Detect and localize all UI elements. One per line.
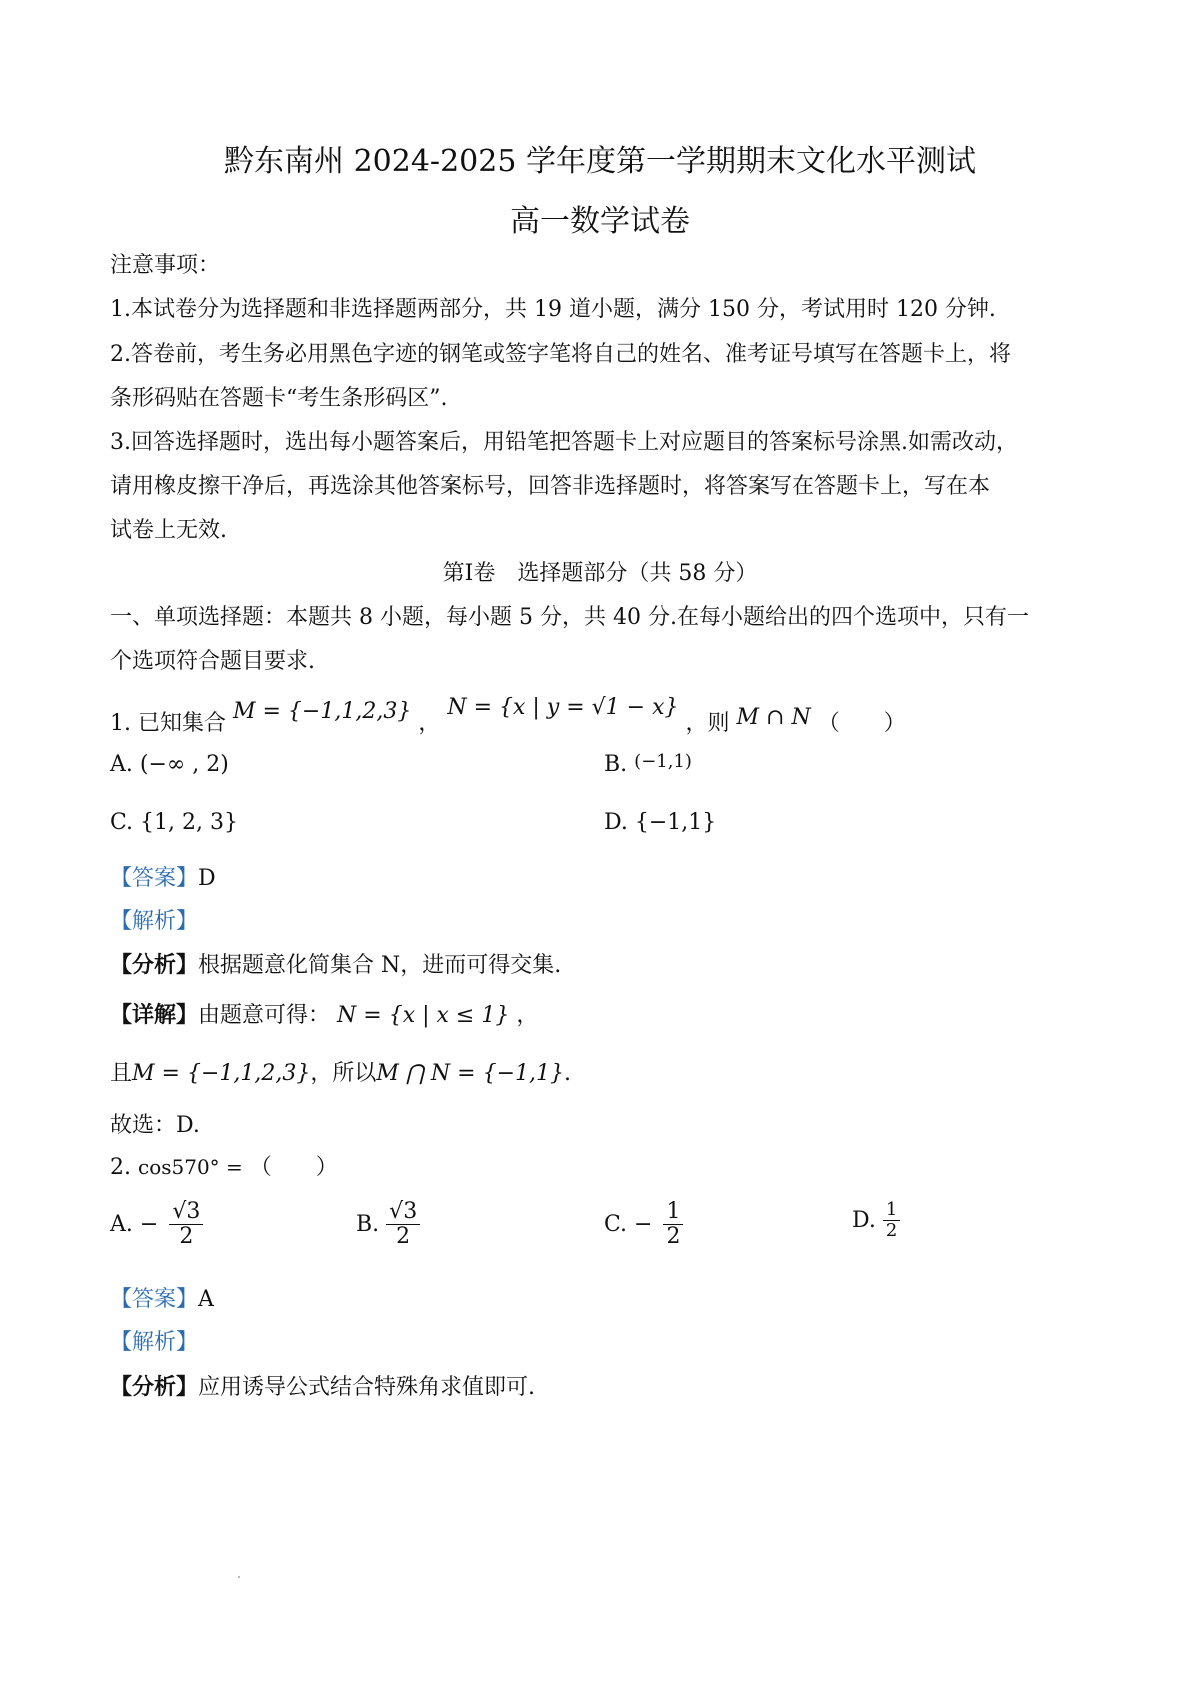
question-2-option-d xyxy=(852,1200,900,1241)
option-a-numerator: √3 xyxy=(169,1200,203,1225)
option-c-fraction xyxy=(663,1200,683,1249)
xiangjie-tag: 【详解】 xyxy=(110,1002,199,1028)
answer-tag: 【答案】 xyxy=(110,866,199,891)
option-b-fraction xyxy=(386,1200,420,1249)
notice-item-2-line-2: 条形码贴在答题卡“考生条形码区”. xyxy=(110,386,448,411)
question-1-answer xyxy=(110,861,216,892)
question-1-analysis xyxy=(110,904,198,935)
option-b-numerator: √3 xyxy=(386,1200,420,1225)
notice-item-3-line-3: 试卷上无效. xyxy=(110,518,227,543)
answer-value: A xyxy=(198,1287,214,1312)
question-2-stem xyxy=(110,1150,338,1181)
question-1-set-m: M = {−1,1,2,3} xyxy=(232,699,412,724)
question-2-expression: cos570° = xyxy=(138,1155,243,1179)
notice-item-1: 1.本试卷分为选择题和非选择题两部分，共 19 道小题，满分 150 分，考试用时 120 分钟. xyxy=(110,297,996,322)
question-1-suffix: ，则 xyxy=(685,711,730,736)
option-a-label: A. xyxy=(110,1212,133,1238)
option-d-denominator: 2 xyxy=(885,1219,898,1241)
question-2-prefix: 2. xyxy=(110,1155,131,1180)
exam-subtitle: 高一数学试卷 xyxy=(510,204,690,239)
question-2-option-b xyxy=(356,1200,420,1249)
option-b-value: (−1,1) xyxy=(634,751,692,772)
question-2-option-a xyxy=(110,1200,203,1249)
answer-tag: 【答案】 xyxy=(110,1287,199,1312)
question-1-xiangjie xyxy=(110,998,538,1029)
option-a-value: (−∞ , 2) xyxy=(139,752,229,777)
solution-mid: ，所以 xyxy=(310,1061,377,1086)
option-d-label: D. xyxy=(604,810,628,835)
notice-item-2-line-1: 2.答卷前，考生务必用黑色字迹的钢笔或签字笔将自己的姓名、准考证号填写在答题卡上，将 xyxy=(110,342,1011,367)
fenxi-tag: 【分析】 xyxy=(110,1374,199,1400)
section-instruction-line-1: 一、单项选择题：本题共 8 小题，每小题 5 分，共 40 分.在每小题给出的四个选项中，只有一 xyxy=(110,605,1029,630)
question-1-option-c xyxy=(110,810,238,835)
option-c-value: {1, 2, 3} xyxy=(140,810,239,835)
option-c-denominator: 2 xyxy=(666,1224,681,1250)
question-2-analysis xyxy=(110,1325,198,1356)
question-2-option-c xyxy=(604,1200,683,1249)
option-a-fraction xyxy=(169,1200,203,1249)
analysis-tag: 【解析】 xyxy=(110,1330,199,1355)
question-1-prefix: 1. 已知集合 xyxy=(110,711,226,736)
question-2-answer xyxy=(110,1282,214,1313)
question-2-paren: （ ） xyxy=(249,1155,338,1180)
scan-speck xyxy=(238,1576,240,1578)
exam-title: 黔东南州 2024-2025 学年度第一学期期末文化水平测试 xyxy=(224,144,976,179)
option-a-denominator: 2 xyxy=(179,1224,194,1250)
notice-heading: 注意事项： xyxy=(110,253,221,278)
option-b-label: B. xyxy=(604,752,628,777)
option-b-label: B. xyxy=(356,1212,380,1238)
question-1-fenxi xyxy=(110,948,561,979)
option-c-numerator: 1 xyxy=(663,1200,683,1225)
question-1-set-n: N = {x | y = √1 − x} xyxy=(447,695,679,720)
xiangjie-text: 由题意可得： xyxy=(198,1003,331,1028)
question-1-option-a xyxy=(110,752,229,777)
option-d-numerator: 1 xyxy=(883,1200,900,1221)
question-1-solution-line xyxy=(110,1056,571,1087)
solution-end: . xyxy=(564,1061,572,1086)
solution-math-1: M = {−1,1,2,3} xyxy=(132,1061,311,1086)
option-c-label: C. xyxy=(110,810,134,835)
section-instruction-line-2: 个选项符合题目要求. xyxy=(110,649,315,674)
question-1-option-d xyxy=(604,810,716,835)
question-1-stem xyxy=(110,695,906,737)
option-d-label: D. xyxy=(852,1207,876,1233)
question-1-expression: M ∩ N xyxy=(736,705,811,730)
option-d-fraction xyxy=(883,1200,900,1241)
option-a-label: A. xyxy=(110,752,133,777)
solution-math-2: M ⋂ N = {−1,1} xyxy=(376,1061,565,1086)
option-d-value: {−1,1} xyxy=(634,810,717,835)
fenxi-text: 应用诱导公式结合特殊角求值即可. xyxy=(198,1375,536,1400)
xiangjie-end: ， xyxy=(516,1003,539,1028)
option-c-label: C. xyxy=(604,1212,628,1238)
question-1-comma: ， xyxy=(418,711,441,736)
solution-prefix: 且 xyxy=(110,1061,133,1086)
section-title: 第Ⅰ卷 选择题部分（共 58 分） xyxy=(442,561,758,586)
fenxi-text: 根据题意化简集合 N，进而可得交集. xyxy=(198,953,562,978)
fenxi-tag: 【分析】 xyxy=(110,952,199,978)
answer-value: D xyxy=(198,866,216,891)
notice-item-3-line-2: 请用橡皮擦干净后，再选涂其他答案标号，回答非选择题时，将答案写在答题卡上，写在本 xyxy=(110,474,991,499)
option-a-sign: − xyxy=(139,1212,159,1238)
xiangjie-math: N = {x | x ≤ 1} xyxy=(337,1003,510,1028)
option-c-sign: − xyxy=(634,1212,653,1238)
question-1-paren: （ ） xyxy=(817,711,906,736)
analysis-tag: 【解析】 xyxy=(110,909,199,934)
notice-item-3-line-1: 3.回答选择题时，选出每小题答案后，用铅笔把答题卡上对应题目的答案标号涂黑.如需改动， xyxy=(110,430,1018,455)
option-b-denominator: 2 xyxy=(396,1224,411,1250)
question-2-fenxi xyxy=(110,1370,535,1401)
question-1-option-b xyxy=(604,752,692,777)
question-1-conclusion: 故选：D. xyxy=(110,1113,200,1138)
